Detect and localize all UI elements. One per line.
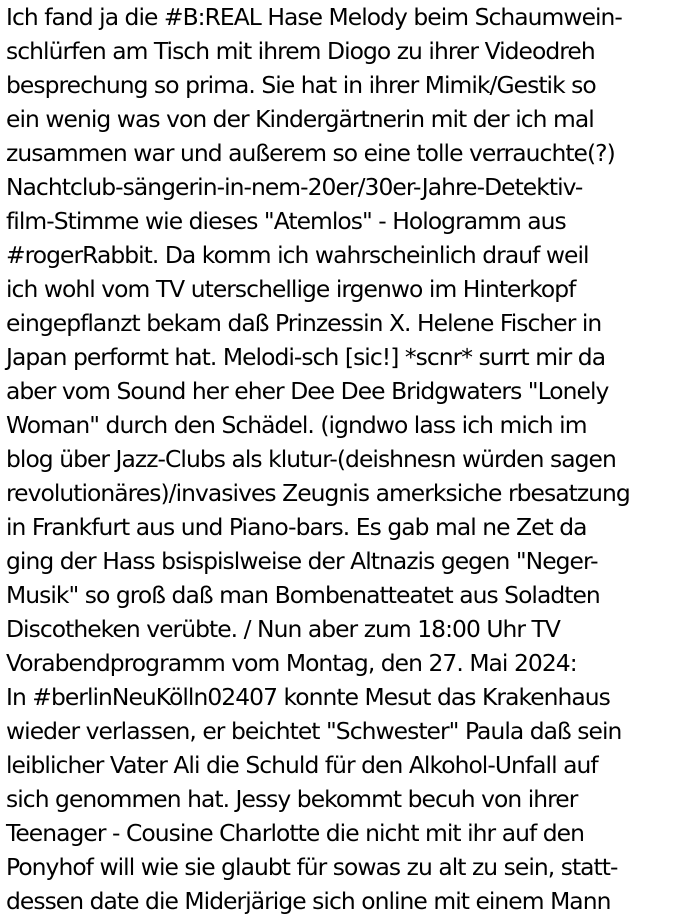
text-line: dessen date die Miderjärige sich online mit einem Mann [6,887,611,915]
text-line: Musik" so groß daß man Bombenatteatet aus Soladten [6,581,600,609]
text-line: blog über Jazz-Clubs als klutur-(deishnesn würden sagen [6,445,616,473]
text-line: Vorabendprogramm vom Montag, den 27. Mai 2024: [6,649,577,677]
text-line: sich genommen hat. Jessy bekommt becuh von ihrer [6,785,578,813]
text-line: eingepflanzt bekam daß Prinzessin X. Helene Fischer in [6,309,602,337]
text-line: Nachtclub-sängerin-in-nem-20er/30er-Jahre-Detektiv- [6,173,583,201]
text-line: Ponyhof will wie sie glaubt für sowas zu alt zu sein, statt- [6,853,618,881]
text-line: Ich fand ja die #B:REAL Hase Melody beim Schaumwein- [6,3,622,31]
text-line: film-Stimme wie dieses "Atemlos" - Hologramm aus [6,207,566,235]
text-line: Discotheken verübte. / Nun aber zum 18:00 Uhr TV [6,615,560,643]
text-line: besprechung so prima. Sie hat in ihrer Mimik/Gestik so [6,71,596,99]
text-line: aber vom Sound her eher Dee Dee Bridgwaters "Lonely [6,377,609,405]
text-line: leiblicher Vater Ali die Schuld für den Alkohol-Unfall auf [6,751,598,779]
text-line: schlürfen am Tisch mit ihrem Diogo zu ihrer Videodreh [6,37,595,65]
text-line: In #berlinNeuKölln02407 konnte Mesut das Krakenhaus [6,683,610,711]
text-line: ich wohl vom TV uterschellige irgenwo im Hinterkopf [6,275,576,303]
text-line: #rogerRabbit. Da komm ich wahrscheinlich drauf weil [6,241,589,269]
text-line: Teenager - Cousine Charlotte die nicht mit ihr auf den [6,819,584,847]
text-line: Japan performt hat. Melodi-sch [sic!] *scnr* surrt mir da [6,343,606,371]
text-line: Woman" durch den Schädel. (igndwo lass ich mich im [6,411,587,439]
text-line: revolutionäres)/invasives Zeugnis amerksiche rbesatzung [6,479,630,507]
text-line: ein wenig was von der Kindergärtnerin mit der ich mal [6,105,594,133]
text-line: wieder verlassen, er beichtet "Schwester" Paula daß sein [6,717,622,745]
text-line: ging der Hass bsispislweise der Altnazis gegen "Neger- [6,547,598,575]
body-text [6,0,682,918]
text-line: zusammen war und außerem so eine tolle verrauchte(?) [6,139,615,167]
text-line: in Frankfurt aus und Piano-bars. Es gab mal ne Zet da [6,513,587,541]
